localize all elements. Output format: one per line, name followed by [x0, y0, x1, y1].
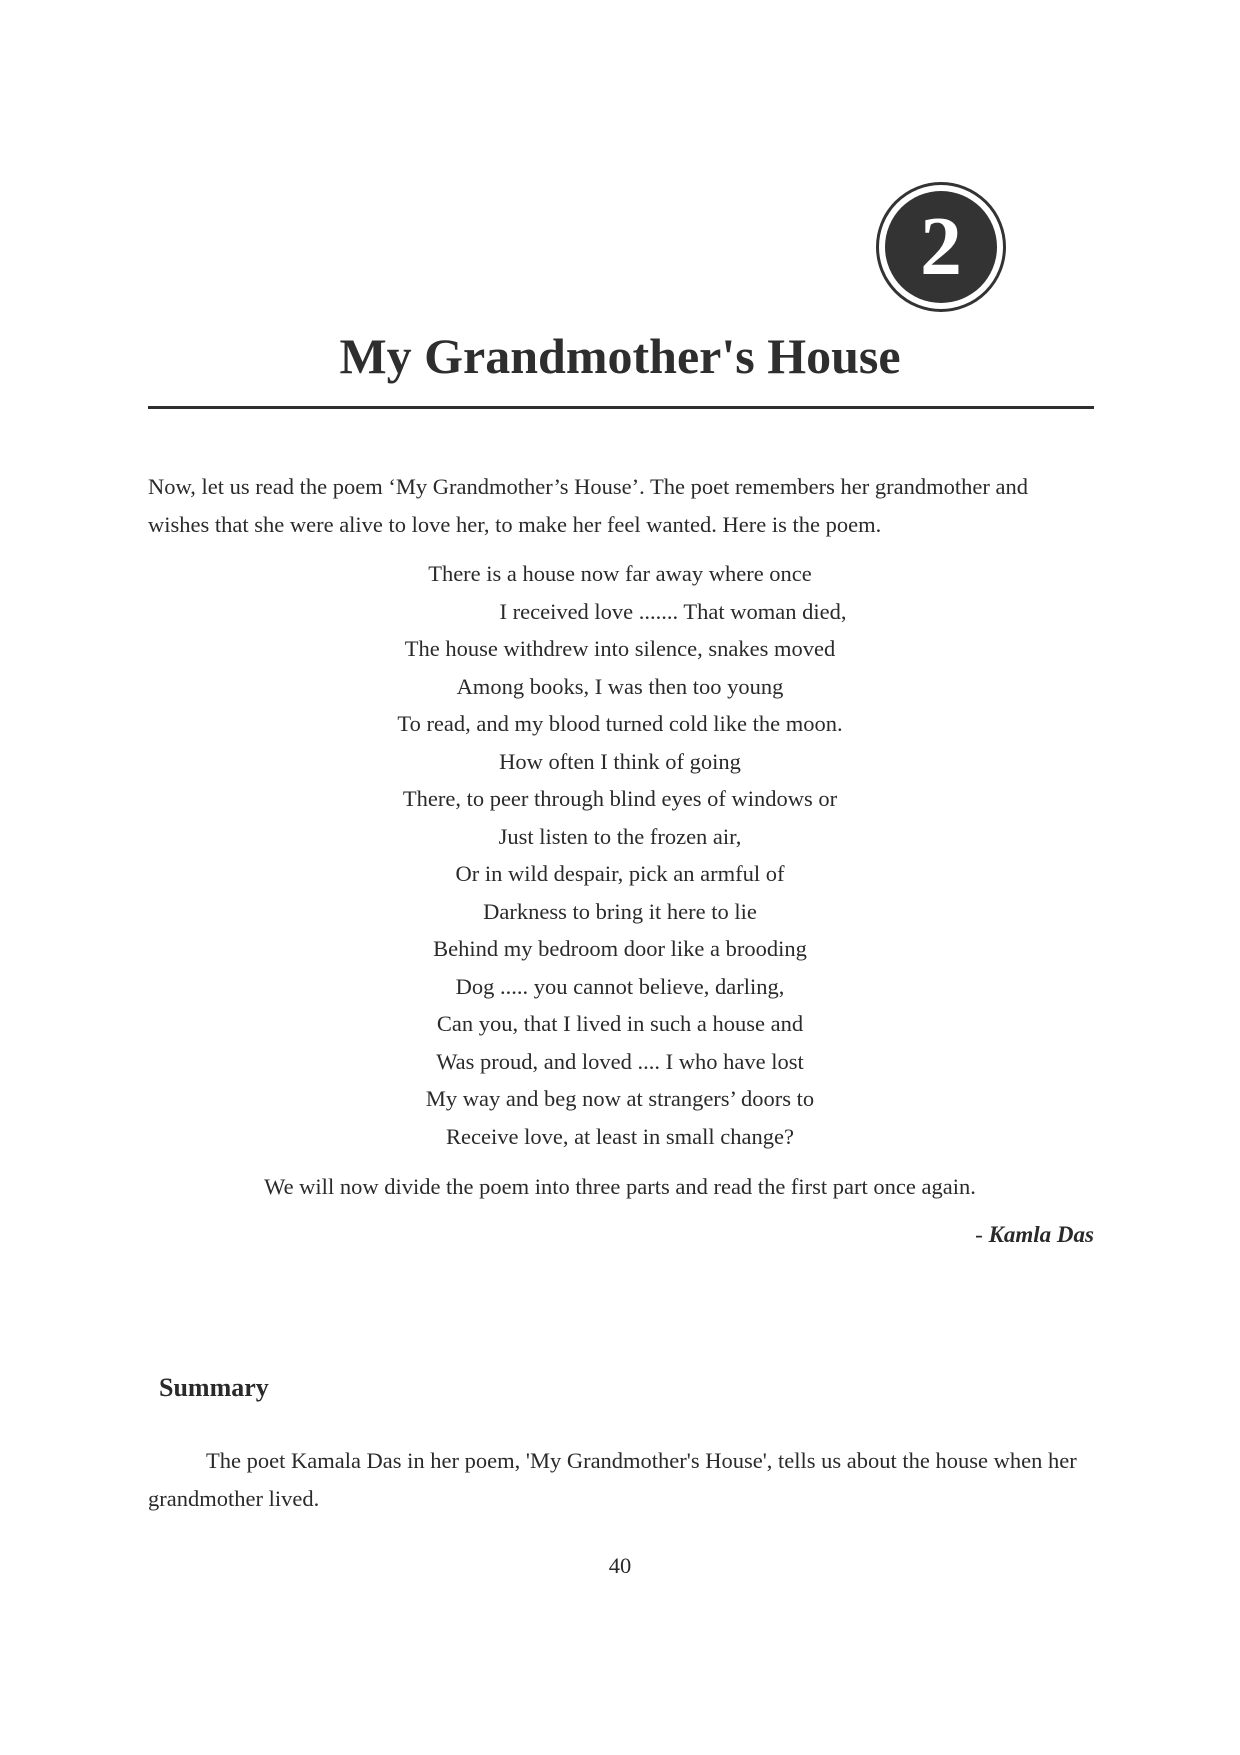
poem-body	[0, 555, 1240, 1155]
poem-line: Darkness to bring it here to lie	[483, 898, 757, 924]
summary-heading: Summary	[159, 1373, 269, 1402]
poem-line: Just listen to the frozen air,	[498, 823, 742, 849]
summary-paragraph: The poet Kamala Das in her poem, 'My Grandmother's House', tells us about the house when her grandmother lived.	[148, 1448, 1077, 1511]
poem-line: Behind my bedroom door like a brooding	[433, 936, 807, 961]
poem-line: The house withdrew into silence, snakes moved	[404, 636, 836, 661]
poem-line: I received love ....... That woman died,	[499, 598, 847, 624]
author-prefix: -	[975, 1222, 989, 1247]
page-title: My Grandmother's House	[339, 328, 901, 384]
poem-line: How often I think of going	[499, 748, 741, 774]
author-name: Kamla Das	[988, 1222, 1094, 1247]
poem-line: There is a house now far away where once	[428, 561, 812, 586]
poem-line: To read, and my blood turned cold like the moon.	[397, 711, 843, 736]
page-number: 40	[608, 1553, 632, 1578]
poem-line: Or in wild despair, pick an armful of	[455, 861, 785, 886]
chapter-number-badge	[876, 182, 1006, 312]
poem-line: Can you, that I lived in such a house and	[436, 1011, 804, 1036]
poem-line: Was proud, and loved .... I who have lost	[436, 1048, 804, 1074]
chapter-number: 2	[885, 191, 997, 303]
poem-line: Among books, I was then too young	[456, 673, 784, 699]
title-divider	[148, 406, 1094, 409]
poem-line: Receive love, at least in small change?	[446, 1123, 794, 1149]
poem-line: My way and beg now at strangers’ doors to	[425, 1086, 815, 1111]
poem-line: There, to peer through blind eyes of windows or	[402, 786, 838, 811]
intro-paragraph: Now, let us read the poem ‘My Grandmother’s House’. The poet remembers her grandmother and wishes that she were alive to love her, to make her feel wanted. Here is the poem.	[148, 474, 1028, 537]
poem-author	[975, 1217, 1094, 1253]
poem-line: Dog ..... you cannot believe, darling,	[455, 973, 785, 999]
divide-note: We will now divide the poem into three parts and read the first part once again.	[264, 1174, 976, 1199]
